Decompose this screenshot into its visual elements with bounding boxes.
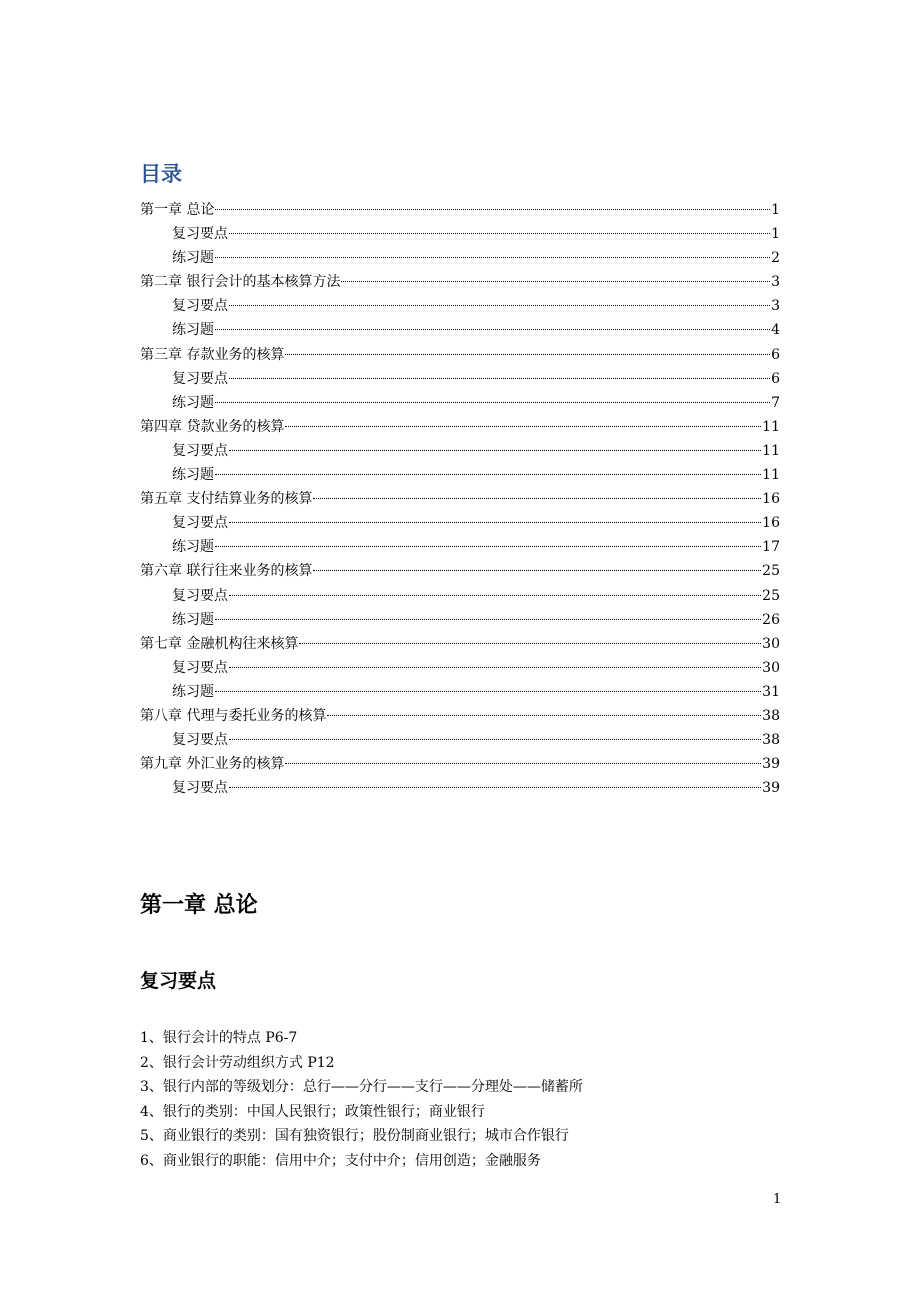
toc-section-entry[interactable] bbox=[140, 463, 780, 487]
toc-entry-page: 16 bbox=[762, 491, 780, 508]
review-point: 5、商业银行的类别：国有独资银行；股份制商业银行；城市合作银行 bbox=[140, 1128, 569, 1145]
toc-section-entry[interactable] bbox=[140, 294, 780, 318]
review-point: 4、银行的类别：中国人民银行；政策性银行；商业银行 bbox=[140, 1103, 485, 1120]
toc-entry-page: 25 bbox=[762, 563, 780, 580]
toc-dot-leader bbox=[215, 619, 761, 620]
toc-chapter-entry[interactable] bbox=[140, 415, 780, 439]
toc-section-entry[interactable] bbox=[140, 439, 780, 463]
toc-entry-label: 第二章 银行会计的基本核算方法 bbox=[140, 274, 341, 291]
toc-dot-leader bbox=[215, 546, 761, 547]
toc-entry-label: 练习题 bbox=[172, 611, 214, 628]
section-heading: 复习要点 bbox=[140, 970, 217, 992]
toc-dot-leader bbox=[215, 691, 761, 692]
toc-entry-label: 练习题 bbox=[172, 250, 214, 267]
toc-entry-page: 30 bbox=[762, 635, 780, 652]
toc-dot-leader bbox=[229, 739, 761, 740]
toc-section-entry[interactable] bbox=[140, 656, 780, 680]
toc-entry-page: 30 bbox=[762, 659, 780, 676]
toc-entry-label: 复习要点 bbox=[172, 298, 228, 315]
toc-section-entry[interactable] bbox=[140, 222, 780, 246]
toc-section-entry[interactable] bbox=[140, 608, 780, 632]
toc-dot-leader bbox=[229, 305, 770, 306]
toc-entry-page: 2 bbox=[771, 250, 780, 267]
toc-chapter-entry[interactable] bbox=[140, 632, 780, 656]
toc-dot-leader bbox=[229, 378, 770, 379]
toc-dot-leader bbox=[215, 257, 770, 258]
toc-entry-label: 第五章 支付结算业务的核算 bbox=[140, 491, 313, 508]
toc-entry-page: 6 bbox=[771, 346, 780, 363]
toc-entry-label: 复习要点 bbox=[172, 780, 228, 797]
toc-dot-leader bbox=[215, 209, 770, 210]
toc-entry-page: 11 bbox=[762, 467, 780, 484]
toc-entry-label: 第七章 金融机构往来核算 bbox=[140, 635, 299, 652]
toc-entry-label: 第六章 联行往来业务的核算 bbox=[140, 563, 313, 580]
toc-chapter-entry[interactable] bbox=[140, 559, 780, 583]
toc-entry-page: 39 bbox=[762, 780, 780, 797]
toc-dot-leader bbox=[229, 667, 761, 668]
toc-chapter-entry[interactable] bbox=[140, 487, 780, 511]
toc-entry-page: 4 bbox=[771, 322, 780, 339]
toc-entry-page: 6 bbox=[771, 370, 780, 387]
toc-entry-label: 练习题 bbox=[172, 394, 214, 411]
toc-entry-page: 11 bbox=[762, 442, 780, 459]
toc-section-entry[interactable] bbox=[140, 776, 780, 800]
toc-entry-label: 第一章 总论 bbox=[140, 202, 215, 218]
toc-entry-page: 1 bbox=[771, 226, 780, 243]
toc-dot-leader bbox=[215, 474, 761, 475]
toc-dot-leader bbox=[313, 570, 761, 571]
toc-dot-leader bbox=[285, 354, 770, 355]
toc-entry-label: 复习要点 bbox=[172, 515, 228, 532]
toc-dot-leader bbox=[285, 426, 761, 427]
toc-section-entry[interactable] bbox=[140, 367, 780, 391]
toc-chapter-entry[interactable] bbox=[140, 270, 780, 294]
review-points-list bbox=[140, 1026, 583, 1174]
toc-dot-leader bbox=[299, 643, 761, 644]
toc-section-entry[interactable] bbox=[140, 584, 780, 608]
toc-chapter-entry[interactable] bbox=[140, 752, 780, 776]
review-point: 1、银行会计的特点 P6-7 bbox=[140, 1030, 298, 1046]
toc-dot-leader bbox=[229, 595, 761, 596]
page-number: 1 bbox=[773, 1192, 782, 1207]
toc-chapter-entry[interactable] bbox=[140, 704, 780, 728]
toc-entry-page: 26 bbox=[762, 611, 780, 628]
toc-section-entry[interactable] bbox=[140, 318, 780, 342]
review-point: 6、商业银行的职能：信用中介；支付中介；信用创造；金融服务 bbox=[140, 1152, 541, 1169]
toc-entry-label: 复习要点 bbox=[172, 370, 228, 387]
review-point: 2、银行会计劳动组织方式 P12 bbox=[140, 1054, 335, 1071]
review-point: 3、银行内部的等级划分：总行——分行——支行——分理处——储蓄所 bbox=[140, 1079, 583, 1096]
toc-entry-label: 第三章 存款业务的核算 bbox=[140, 346, 285, 363]
toc-entry-page: 38 bbox=[762, 707, 780, 724]
toc-entry-page: 25 bbox=[762, 587, 780, 604]
toc-dot-leader bbox=[229, 787, 761, 788]
toc-section-entry[interactable] bbox=[140, 511, 780, 535]
toc-chapter-entry[interactable] bbox=[140, 198, 780, 222]
toc-dot-leader bbox=[313, 498, 761, 499]
toc-section-entry[interactable] bbox=[140, 535, 780, 559]
toc-section-entry[interactable] bbox=[140, 680, 780, 704]
table-of-contents bbox=[140, 198, 780, 800]
toc-chapter-entry[interactable] bbox=[140, 343, 780, 367]
toc-entry-page: 31 bbox=[762, 683, 780, 700]
toc-entry-label: 复习要点 bbox=[172, 659, 228, 676]
toc-entry-label: 练习题 bbox=[172, 467, 214, 484]
toc-dot-leader bbox=[285, 763, 761, 764]
toc-entry-page: 16 bbox=[762, 515, 780, 532]
toc-entry-label: 复习要点 bbox=[172, 442, 228, 459]
toc-entry-label: 复习要点 bbox=[172, 226, 228, 243]
toc-entry-label: 复习要点 bbox=[172, 732, 228, 749]
toc-entry-page: 3 bbox=[771, 274, 780, 291]
toc-entry-label: 练习题 bbox=[172, 322, 214, 339]
toc-entry-page: 39 bbox=[762, 756, 780, 773]
toc-dot-leader bbox=[229, 233, 770, 234]
toc-dot-leader bbox=[341, 281, 770, 282]
toc-section-entry[interactable] bbox=[140, 391, 780, 415]
toc-entry-label: 练习题 bbox=[172, 539, 214, 556]
toc-entry-page: 38 bbox=[762, 732, 780, 749]
toc-dot-leader bbox=[215, 329, 770, 330]
chapter-heading: 第一章 总论 bbox=[140, 893, 258, 918]
toc-dot-leader bbox=[229, 450, 761, 451]
toc-entry-label: 复习要点 bbox=[172, 587, 228, 604]
toc-entry-page: 3 bbox=[771, 298, 780, 315]
toc-entry-page: 7 bbox=[771, 394, 780, 411]
toc-entry-page: 17 bbox=[762, 539, 780, 556]
toc-section-entry[interactable] bbox=[140, 728, 780, 752]
toc-dot-leader bbox=[327, 715, 761, 716]
toc-entry-page: 1 bbox=[771, 202, 780, 218]
toc-entry-label: 第八章 代理与委托业务的核算 bbox=[140, 707, 327, 724]
toc-entry-label: 第九章 外汇业务的核算 bbox=[140, 756, 285, 773]
toc-entry-label: 练习题 bbox=[172, 683, 214, 700]
toc-entry-page: 11 bbox=[762, 418, 780, 435]
toc-entry-label: 第四章 贷款业务的核算 bbox=[140, 418, 285, 435]
toc-dot-leader bbox=[229, 522, 761, 523]
toc-section-entry[interactable] bbox=[140, 246, 780, 270]
toc-title: 目录 bbox=[140, 162, 182, 186]
toc-dot-leader bbox=[215, 402, 770, 403]
